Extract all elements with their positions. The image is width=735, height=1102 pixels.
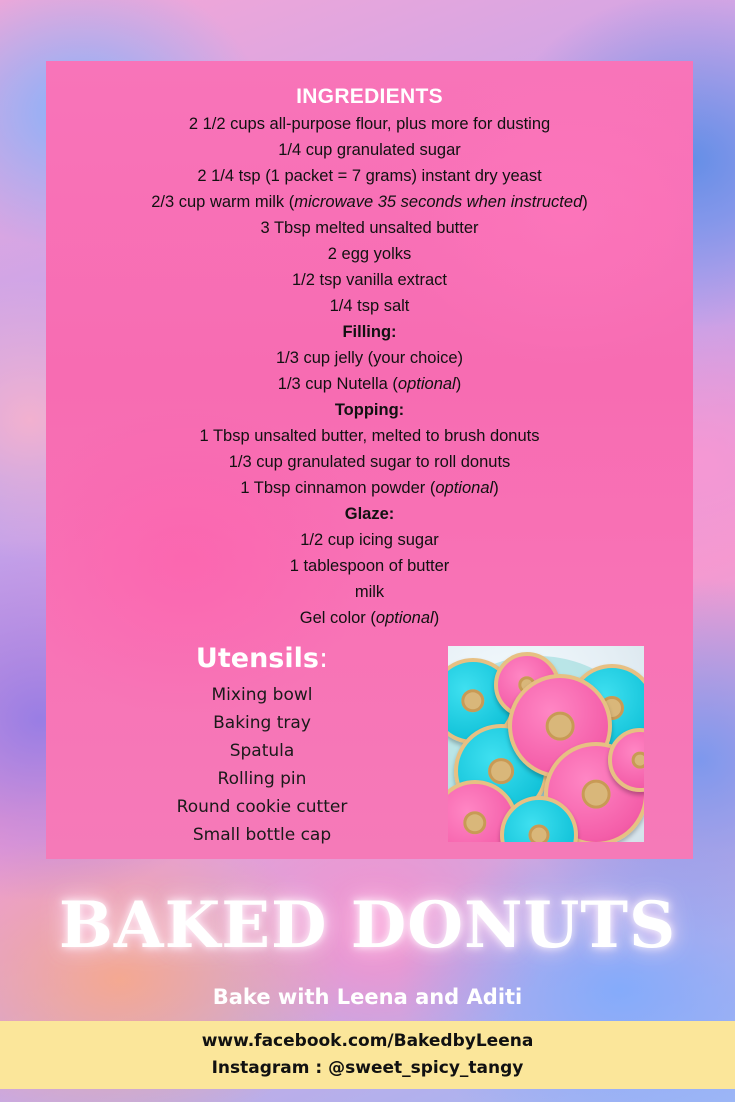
ingredients-section xyxy=(46,83,693,631)
utensils-section xyxy=(156,641,368,849)
glaze-item: milk xyxy=(354,583,385,601)
footer-banner xyxy=(0,1021,735,1089)
topping-item-cinnamon xyxy=(46,475,693,501)
utensil-item: Baking tray xyxy=(213,713,311,733)
ingredient-item: 1/4 tsp salt xyxy=(329,297,410,315)
gel-text-end: ) xyxy=(433,609,440,627)
utensil-item: Spatula xyxy=(229,741,295,761)
facebook-link[interactable]: www.facebook.com/BakedbyLeena xyxy=(201,1031,534,1051)
filling-heading: Filling: xyxy=(342,323,397,341)
utensil-item: Small bottle cap xyxy=(192,825,332,845)
utensil-item: Mixing bowl xyxy=(211,685,313,705)
milk-note: microwave 35 seconds when instructed xyxy=(294,193,583,211)
filling-item: 1/3 cup jelly (your choice) xyxy=(275,349,464,367)
nutella-text-end: ) xyxy=(455,375,462,393)
ingredient-item-milk xyxy=(46,189,693,215)
ingredient-item: 3 Tbsp melted unsalted butter xyxy=(260,219,479,237)
filling-item-nutella xyxy=(46,371,693,397)
glaze-heading: Glaze: xyxy=(344,505,395,523)
utensils-heading-colon: : xyxy=(318,643,329,674)
cinnamon-text: 1 Tbsp cinnamon powder ( xyxy=(240,479,436,497)
ingredient-item: 2 1/4 tsp (1 packet = 7 grams) instant dry yeast xyxy=(197,167,542,185)
topping-item: 1/3 cup granulated sugar to roll donuts xyxy=(228,453,511,471)
nutella-note: optional xyxy=(397,375,456,393)
topping-heading: Topping: xyxy=(334,401,405,419)
page-title: BAKED DONUTS xyxy=(58,888,677,963)
ingredient-item: 2 egg yolks xyxy=(327,245,412,263)
glaze-item: 1 tablespoon of butter xyxy=(289,557,450,575)
utensil-item: Round cookie cutter xyxy=(176,797,348,817)
utensil-item: Rolling pin xyxy=(217,769,307,789)
page-subtitle: Bake with Leena and Aditi xyxy=(212,985,523,1009)
cinnamon-text-end: ) xyxy=(493,479,499,497)
ingredients-heading: INGREDIENTS xyxy=(296,85,443,108)
utensils-heading xyxy=(156,641,368,677)
glaze-item-gel xyxy=(46,605,693,631)
ingredient-item: 1/4 cup granulated sugar xyxy=(278,141,461,159)
milk-text-end: ) xyxy=(582,193,588,211)
donuts-photo xyxy=(448,646,644,842)
ingredient-item: 2 1/2 cups all-purpose flour, plus more for dusting xyxy=(188,115,551,133)
nutella-text: 1/3 cup Nutella ( xyxy=(277,375,398,393)
gel-note: optional xyxy=(375,609,434,627)
gel-text: Gel color ( xyxy=(299,609,376,627)
milk-text: 2/3 cup warm milk ( xyxy=(151,193,295,211)
cinnamon-note: optional xyxy=(435,479,494,497)
ingredient-item: 1/2 tsp vanilla extract xyxy=(292,271,447,289)
recipe-card xyxy=(46,61,693,859)
glaze-item: 1/2 cup icing sugar xyxy=(300,531,439,549)
instagram-handle[interactable]: Instagram : @sweet_spicy_tangy xyxy=(211,1058,524,1078)
topping-item: 1 Tbsp unsalted butter, melted to brush donuts xyxy=(199,427,540,445)
utensils-heading-text: Utensils xyxy=(195,643,319,674)
